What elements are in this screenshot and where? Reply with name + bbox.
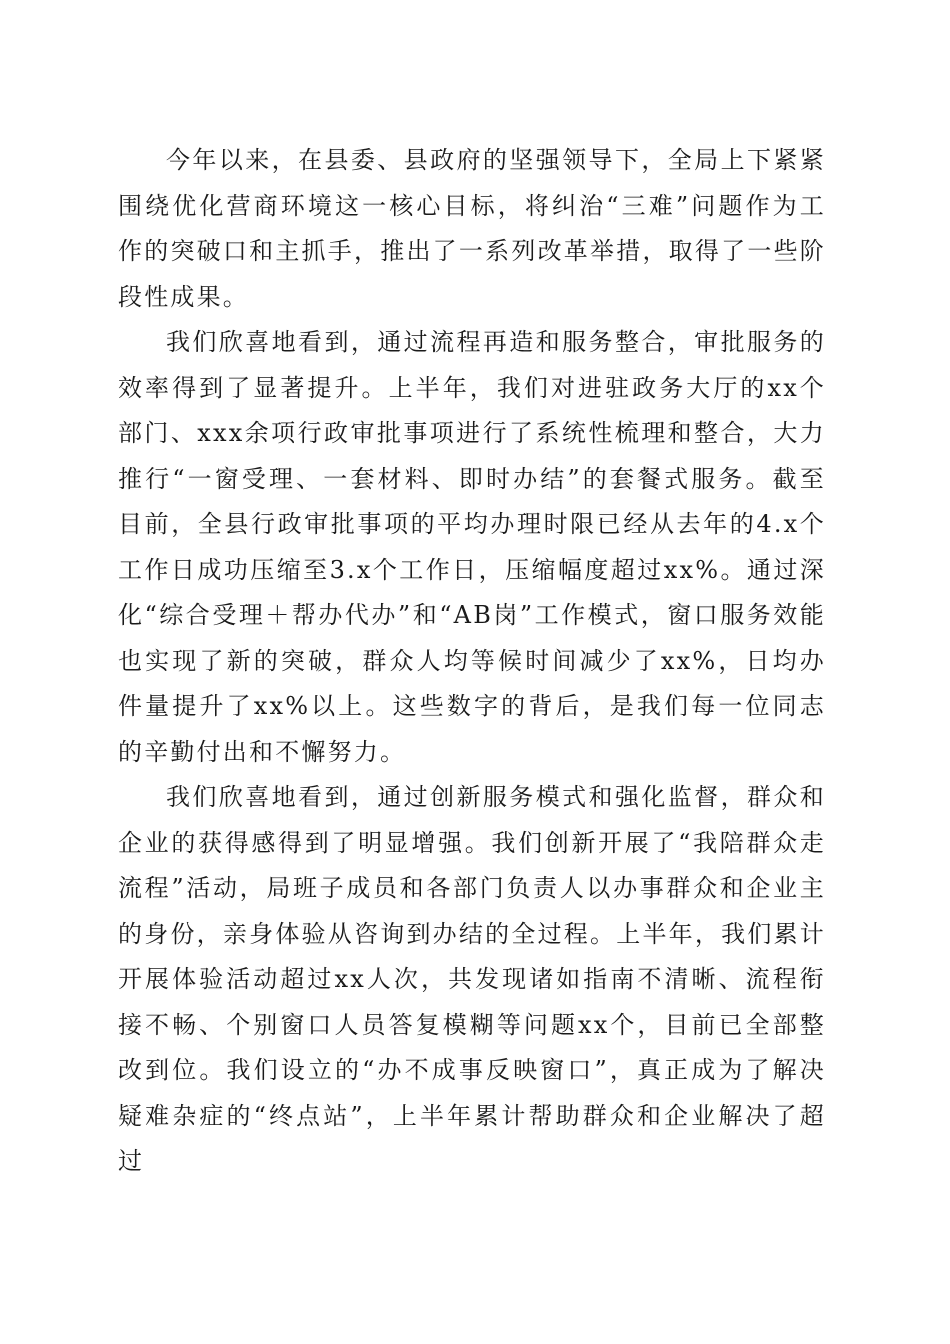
paragraph-efficiency: 我们欣喜地看到，通过流程再造和服务整合，审批服务的效率得到了显著提升。上半年，我们对进驻政务大厅的xx个部门、xxx余项行政审批事项进行了系统性梳理和整合，大力推行“一窗受理、一套材料、即时办结”的套餐式服务。截至目前，全县行政审批事项的平均办理时限已经从去年的4.x个工作日成功压缩至3.x个工作日，压缩幅度超过xx%。通过深化“综合受理＋帮办代办”和“AB岗”工作模式，窗口服务效能也实现了新的突破，群众人均等候时间减少了xx%，日均办件量提升了xx%以上。这些数字的背后，是我们每一位同志的辛勤付出和不懈努力。 xyxy=(118,328,826,766)
paragraph-intro: 今年以来，在县委、县政府的坚强领导下，全局上下紧紧围绕优化营商环境这一核心目标，将纠治“三难”问题作为工作的突破口和主抓手，推出了一系列改革举措，取得了一些阶段性成果。 xyxy=(118,146,826,311)
document-body xyxy=(118,138,826,1185)
paragraph-satisfaction: 我们欣喜地看到，通过创新服务模式和强化监督，群众和企业的获得感得到了明显增强。我们创新开展了“我陪群众走流程”活动，局班子成员和各部门负责人以办事群众和企业主的身份，亲身体验从咨询到办结的全过程。上半年，我们累计开展体验活动超过xx人次，共发现诸如指南不清晰、流程衔接不畅、个别窗口人员答复模糊等问题xx个，目前已全部整改到位。我们设立的“办不成事反映窗口”，真正成为了解决疑难杂症的“终点站”，上半年累计帮助群众和企业解决了超过 xyxy=(118,783,826,1175)
